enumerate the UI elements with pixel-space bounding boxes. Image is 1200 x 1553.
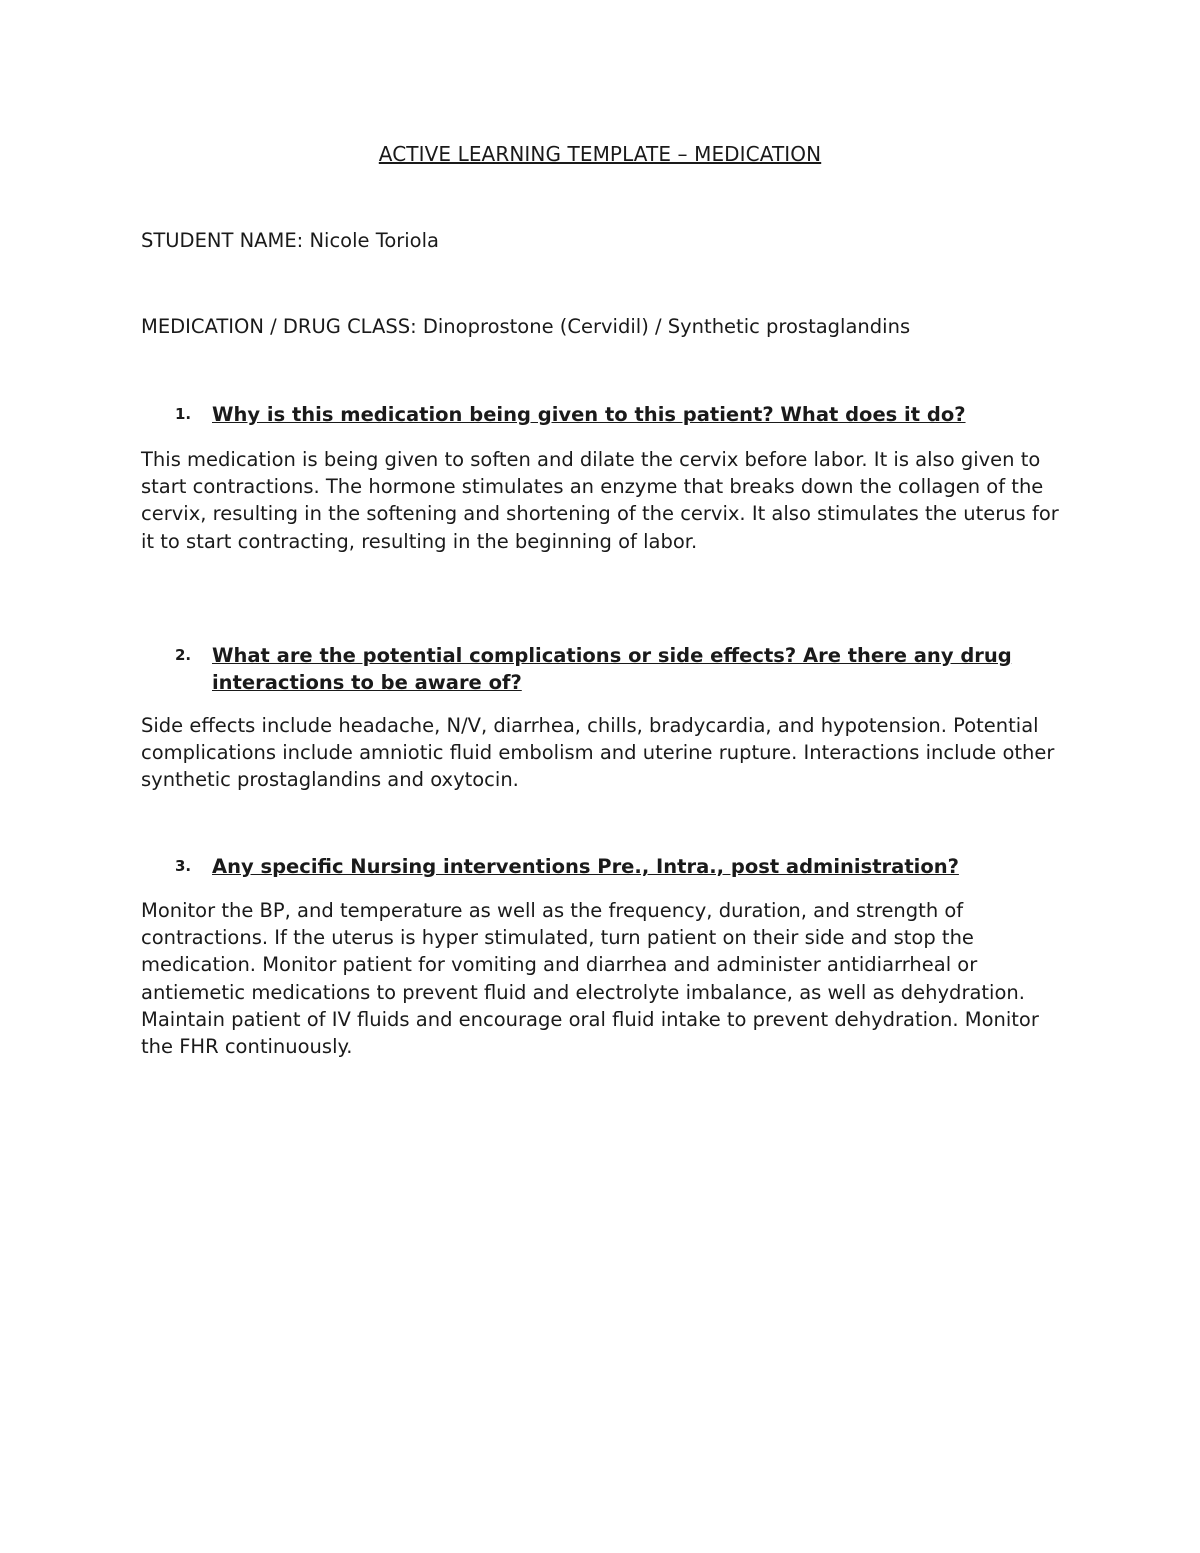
answer-3: Monitor the BP, and temperature as well as the frequency, duration, and strength of contractions. If the uterus is hyper stimulated, turn patient on their side and stop the medication. Monitor patient for vomiting and diarrhea and administer antidiarrheal or antiemetic medications to prevent fluid and electrolyte imbalance, as well as dehydration. Maintain patient of IV fluids and encourage oral fluid intake to prevent dehydration. Monitor the FHR continuously. — [141, 899, 1039, 1059]
question-1 — [141, 401, 1071, 428]
medication-field — [141, 314, 910, 340]
question-text: What are the potential complications or side effects? Are there any drug interactions to be aware of? — [212, 644, 1012, 694]
question-text: Any specific Nursing interventions Pre., Intra., post administration? — [212, 855, 959, 878]
student-name-value: Nicole Toriola — [309, 229, 439, 252]
student-name-field — [141, 228, 439, 254]
question-text: Why is this medication being given to this patient? What does it do? — [212, 403, 966, 426]
page-title: ACTIVE LEARNING TEMPLATE – MEDICATION — [378, 142, 822, 166]
student-name-label: STUDENT NAME: — [141, 229, 304, 252]
medication-value: Dinoprostone (Cervidil) / Synthetic prostaglandins — [422, 315, 911, 338]
question-number: 3. — [175, 857, 192, 875]
question-number: 1. — [175, 405, 192, 423]
answer-1: This medication is being given to soften and dilate the cervix before labor. It is also given to start contractions. The hormone stimulates an enzyme that breaks down the collagen of the cervix, resulting in the softening and shortening of the cervix. It also stimulates the uterus for it to start contracting, resulting in the beginning of labor. — [141, 448, 1059, 553]
answer-2: Side effects include headache, N/V, diarrhea, chills, bradycardia, and hypotension. Potential complications include amniotic fluid embolism and uterine rupture. Interactions include other synthetic prostaglandins and oxytocin. — [141, 714, 1055, 792]
question-number: 2. — [175, 646, 192, 664]
question-2 — [141, 642, 1071, 696]
medication-label: MEDICATION / DRUG CLASS: — [141, 315, 417, 338]
question-3 — [141, 853, 1071, 880]
